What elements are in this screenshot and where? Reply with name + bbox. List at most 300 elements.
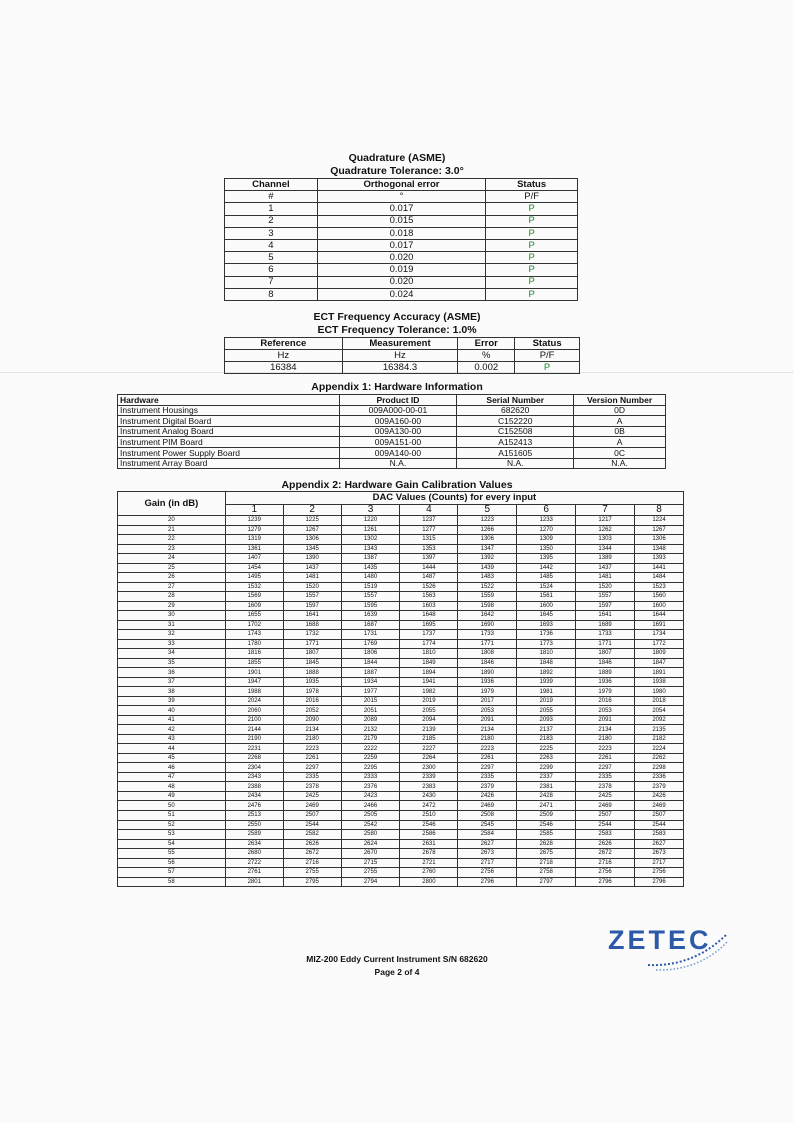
table-cell: 0B [574,426,666,437]
dac-value: 1889 [576,668,635,678]
dac-value: 2231 [225,744,283,754]
column-header: Hardware [118,395,340,406]
logo-swoosh-icon [608,925,730,975]
table-row [118,620,684,630]
dac-value: 2223 [283,744,341,754]
dac-value: 2223 [458,744,517,754]
dac-value: 2795 [283,877,341,887]
dac-value: 2185 [400,734,458,744]
dac-value: 2182 [635,734,684,744]
dac-value: 1894 [400,668,458,678]
dac-value: 2336 [635,772,684,782]
dac-value: 2335 [283,772,341,782]
dac-value: 2756 [635,868,684,878]
dac-value: 1644 [635,611,684,621]
dac-value: 1557 [341,592,400,602]
table-row [118,725,684,735]
table-cell: 0.018 [317,227,485,239]
dac-value: 2018 [635,696,684,706]
gain-value: 50 [118,801,226,811]
table-row [118,706,684,716]
column-header: Reference [225,338,343,350]
table-row [118,658,684,668]
dac-value: 2376 [341,782,400,792]
table-cell: 0.024 [317,288,485,300]
table-row [225,252,578,264]
table-row [225,362,580,374]
dac-value: 2297 [283,763,341,773]
dac-value: 1270 [517,525,576,535]
dac-value: 2675 [517,849,576,859]
table-cell: N.A. [574,458,666,469]
dac-value: 2585 [517,830,576,840]
dac-value: 2055 [517,706,576,716]
gain-value: 31 [118,620,226,630]
dac-value: 2379 [635,782,684,792]
table-cell: 009A160-00 [339,416,457,427]
dac-value: 2476 [225,801,283,811]
dac-value: 2673 [635,849,684,859]
dac-value: 2298 [635,763,684,773]
gain-value: 58 [118,877,226,887]
status-cell: P [486,288,578,300]
dac-value: 1807 [283,649,341,659]
dac-value: 1736 [517,630,576,640]
dac-value: 2224 [635,744,684,754]
dac-value: 2507 [576,810,635,820]
dac-value: 2139 [400,725,458,735]
dac-value: 2583 [576,830,635,840]
dac-value: 1343 [341,544,400,554]
dac-value: 1810 [517,649,576,659]
table-row [118,535,684,545]
dac-value: 2134 [576,725,635,735]
table-cell: Instrument Array Board [118,458,340,469]
dac-value: 1888 [283,668,341,678]
dac-value: 2180 [458,734,517,744]
dac-value: 1732 [283,630,341,640]
table-row [118,801,684,811]
input-header: 2 [283,505,341,516]
dac-value: 1810 [400,649,458,659]
dac-value: 1302 [341,535,400,545]
table-row [118,437,666,448]
dac-value: 1978 [283,687,341,697]
table-cell: Instrument PIM Board [118,437,340,448]
dac-value: 1303 [576,535,635,545]
gain-value: 34 [118,649,226,659]
gain-value: 24 [118,554,226,564]
gain-value: 29 [118,601,226,611]
gain-value: 21 [118,525,226,535]
dac-value: 1980 [635,687,684,697]
table-cell: A151605 [457,447,574,458]
dac-value: 2024 [225,696,283,706]
dac-value: 2388 [225,782,283,792]
dac-value: 1979 [458,687,517,697]
dac-value: 1397 [400,554,458,564]
table-cell: Instrument Housings [118,405,340,416]
status-cell: P [486,203,578,215]
dac-value: 2582 [283,830,341,840]
dac-value: 2094 [400,715,458,725]
column-header: Orthogonal error [317,179,485,191]
dac-value: 2299 [517,763,576,773]
dac-value: 2261 [283,753,341,763]
dac-value: 1262 [576,525,635,535]
dac-value: 1395 [517,554,576,564]
dac-value: 2134 [458,725,517,735]
table-row [118,791,684,801]
table-cell: Instrument Analog Board [118,426,340,437]
dac-value: 2624 [341,839,400,849]
dac-value: 1934 [341,677,400,687]
table-cell: 0.020 [317,276,485,288]
dac-value: 1771 [458,639,517,649]
hardware-title: Appendix 1: Hardware Information [311,381,483,393]
dac-value: 2715 [341,858,400,868]
dac-value: 2471 [517,801,576,811]
dac-value: 1780 [225,639,283,649]
dac-value: 2378 [576,782,635,792]
table-row [118,715,684,725]
dac-value: 1655 [225,611,283,621]
table-row [118,525,684,535]
dac-value: 2134 [283,725,341,735]
dac-value: 1609 [225,601,283,611]
dac-value: 1480 [341,573,400,583]
dac-value: 2054 [635,706,684,716]
dac-value: 2190 [225,734,283,744]
dac-value: 1220 [341,516,400,526]
unit-cell: % [458,350,515,362]
dac-value: 2426 [458,791,517,801]
dac-value: 2261 [576,753,635,763]
gain-value: 46 [118,763,226,773]
dac-value: 1848 [517,658,576,668]
dac-value: 2510 [400,810,458,820]
dac-value: 2670 [341,849,400,859]
unit-cell: Hz [225,350,343,362]
table-row [225,215,578,227]
dac-value: 1495 [225,573,283,583]
quadrature-header-row [225,179,578,191]
table-row [118,763,684,773]
dac-value: 2261 [458,753,517,763]
table-row [118,416,666,427]
unit-cell: ° [317,191,485,203]
dac-value: 1361 [225,544,283,554]
table-cell: 009A000-00-01 [339,405,457,416]
status-cell: P [486,239,578,251]
table-row [118,458,666,469]
dac-value: 2053 [576,706,635,716]
dac-value: 1392 [458,554,517,564]
dac-value: 1557 [576,592,635,602]
dac-value: 1483 [458,573,517,583]
dac-value: 2717 [635,858,684,868]
table-row [118,426,666,437]
table-cell: A [574,437,666,448]
input-header: 6 [517,505,576,516]
footer-instrument: MIZ-200 Eddy Current Instrument S/N 682620 [306,954,488,964]
status-cell: P [515,362,580,374]
gain-value: 25 [118,563,226,573]
gain-value: 40 [118,706,226,716]
dac-value: 2335 [458,772,517,782]
dac-value: 2144 [225,725,283,735]
table-cell: C152508 [457,426,574,437]
dac-value: 2469 [576,801,635,811]
dac-value: 2423 [341,791,400,801]
dac-value: 2794 [341,877,400,887]
dac-value: 2761 [225,868,283,878]
dac-value: 2586 [400,830,458,840]
gain-value: 32 [118,630,226,640]
gain-value: 49 [118,791,226,801]
table-cell: 16384 [225,362,343,374]
dac-value: 1597 [283,601,341,611]
dac-value: 2263 [517,753,576,763]
dac-value: 1306 [283,535,341,545]
frequency-table [224,337,580,374]
dac-value: 2335 [576,772,635,782]
dac-value: 2584 [458,830,517,840]
dac-value: 1977 [341,687,400,697]
dac-value: 2722 [225,858,283,868]
dac-value: 2589 [225,830,283,840]
quadrature-title: Quadrature (ASME) [348,152,446,164]
dac-value: 1454 [225,563,283,573]
dac-value: 2300 [400,763,458,773]
dac-value: 2378 [283,782,341,792]
dac-value: 2333 [341,772,400,782]
dac-value: 1935 [283,677,341,687]
dac-value: 2796 [576,877,635,887]
dac-value: 2721 [400,858,458,868]
dac-value: 2135 [635,725,684,735]
dac-value: 2055 [400,706,458,716]
dac-value: 2544 [635,820,684,830]
gain-value: 39 [118,696,226,706]
table-row [118,839,684,849]
unit-cell: Hz [342,350,458,362]
status-cell: P [486,227,578,239]
status-cell: P [486,252,578,264]
dac-value: 2053 [458,706,517,716]
gain-value: 56 [118,858,226,868]
gain-value: 33 [118,639,226,649]
dac-value: 1603 [400,601,458,611]
gain-value: 51 [118,810,226,820]
dac-value: 2583 [635,830,684,840]
table-row [118,782,684,792]
dac-value: 1345 [283,544,341,554]
dac-value: 2634 [225,839,283,849]
dac-value: 2469 [458,801,517,811]
dac-value: 1217 [576,516,635,526]
table-row [118,563,684,573]
table-cell: 009A151-00 [339,437,457,448]
dac-value: 2089 [341,715,400,725]
dac-value: 2060 [225,706,283,716]
dac-value: 2755 [341,868,400,878]
dac-value: 1239 [225,516,283,526]
gain-value: 43 [118,734,226,744]
table-cell: 7 [225,276,318,288]
dac-value: 1806 [341,649,400,659]
dac-value: 1690 [458,620,517,630]
table-cell: 5 [225,252,318,264]
dac-value: 2222 [341,744,400,754]
dac-value: 1641 [576,611,635,621]
table-cell: 4 [225,239,318,251]
dac-value: 1687 [341,620,400,630]
dac-value: 2626 [283,839,341,849]
dac-value: 2760 [400,868,458,878]
dac-value: 1520 [576,582,635,592]
dac-value: 2544 [283,820,341,830]
dac-value: 2550 [225,820,283,830]
table-cell: 0C [574,447,666,458]
dac-value: 2090 [283,715,341,725]
dac-value: 2052 [283,706,341,716]
dac-value: 1849 [400,658,458,668]
dac-value: 1437 [283,563,341,573]
table-row [118,772,684,782]
dac-value: 2513 [225,810,283,820]
dac-value: 1693 [517,620,576,630]
dac-value: 2680 [225,849,283,859]
gain-value: 45 [118,753,226,763]
column-header: Status [486,179,578,191]
table-row [225,288,578,300]
table-cell: C152220 [457,416,574,427]
dac-value: 1353 [400,544,458,554]
dac-value: 2297 [576,763,635,773]
dac-value: 1437 [576,563,635,573]
dac-value: 1524 [517,582,576,592]
dac-value: 2627 [635,839,684,849]
dac-value: 2297 [458,763,517,773]
dac-value: 1772 [635,639,684,649]
dac-value: 1344 [576,544,635,554]
dac-value: 1520 [283,582,341,592]
dac-value: 1648 [400,611,458,621]
input-header: 7 [576,505,635,516]
frequency-units-row [225,350,580,362]
gain-value: 22 [118,535,226,545]
dac-value: 1266 [458,525,517,535]
dac-value: 2542 [341,820,400,830]
gain-value: 26 [118,573,226,583]
dac-value: 2225 [517,744,576,754]
table-row [118,554,684,564]
dac-value: 1600 [517,601,576,611]
dac-value: 1485 [517,573,576,583]
dac-value: 1532 [225,582,283,592]
dac-value: 1390 [283,554,341,564]
dac-value: 1816 [225,649,283,659]
gain-value: 20 [118,516,226,526]
table-row [118,696,684,706]
table-row [118,849,684,859]
gain-value: 57 [118,868,226,878]
table-row [118,639,684,649]
dac-value: 2137 [517,725,576,735]
dac-value: 2264 [400,753,458,763]
table-cell: 2 [225,215,318,227]
dac-value: 1237 [400,516,458,526]
dac-value: 2545 [458,820,517,830]
dac-value: 1223 [458,516,517,526]
table-row [118,611,684,621]
gain-value: 38 [118,687,226,697]
gain-row-header: Gain (in dB) [118,492,226,516]
dac-value: 1309 [517,535,576,545]
dac-value: 1435 [341,563,400,573]
status-cell: P [486,276,578,288]
dac-value: 2672 [283,849,341,859]
gain-value: 30 [118,611,226,621]
dac-value: 2717 [458,858,517,868]
gain-value: 28 [118,592,226,602]
dac-value: 1642 [458,611,517,621]
table-row [118,677,684,687]
input-header: 3 [341,505,400,516]
table-cell: 009A140-00 [339,447,457,458]
gain-value: 35 [118,658,226,668]
table-row [118,582,684,592]
dac-value: 2716 [283,858,341,868]
table-row [118,753,684,763]
dac-value: 2628 [517,839,576,849]
table-cell: Instrument Digital Board [118,416,340,427]
dac-value: 1847 [635,658,684,668]
dac-value: 1844 [341,658,400,668]
dac-value: 1519 [341,582,400,592]
gain-value: 52 [118,820,226,830]
zetec-logo-text: ZETEC [608,925,712,955]
table-cell: N.A. [339,458,457,469]
column-header: Product ID [339,395,457,406]
dac-value: 2183 [517,734,576,744]
dac-value: 1557 [283,592,341,602]
dac-value: 1350 [517,544,576,554]
table-cell: 0.017 [317,239,485,251]
dac-value: 1560 [635,592,684,602]
dac-value: 1348 [635,544,684,554]
dac-value: 1267 [635,525,684,535]
gain-value: 42 [118,725,226,735]
dac-value: 1523 [635,582,684,592]
table-row [118,820,684,830]
column-header: Error [458,338,515,350]
unit-cell: # [225,191,318,203]
dac-value: 2469 [283,801,341,811]
table-row [118,858,684,868]
dac-value: 2507 [283,810,341,820]
dac-value: 2295 [341,763,400,773]
gain-title: Appendix 2: Hardware Gain Calibration Values [281,479,513,491]
dac-value: 2472 [400,801,458,811]
dac-value: 1639 [341,611,400,621]
dac-value: 1277 [400,525,458,535]
dac-value: 1689 [576,620,635,630]
input-header: 4 [400,505,458,516]
dac-value: 1733 [458,630,517,640]
dac-value: 1261 [341,525,400,535]
